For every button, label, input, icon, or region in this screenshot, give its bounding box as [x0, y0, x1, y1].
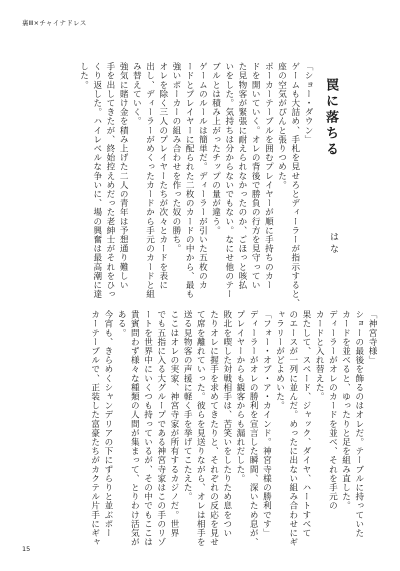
text-line: 果たして、スペード、ジャック、ダイヤ、ハートすべて — [300, 310, 311, 538]
text-line: ディーラーがオレのカードを並べ、それを手元の — [327, 310, 338, 511]
text-line: ショーの最後を飾るのはオレだ。テーブルに持っていた — [353, 310, 364, 538]
text-line: ドを開いていく。オレの背後で勝負の行方を見守ってい — [250, 62, 261, 290]
text-line: 手を出してきたが、終始控えめだった老紳士がそれをひっ — [104, 62, 115, 299]
text-line: 出し、ディーラーがめくったカードから手元のカードと組 — [144, 62, 155, 299]
text-line: た見物客が緊張に耐えられなかったのか、ごほっと咳払 — [236, 62, 247, 290]
text-line: み替えていく。 — [131, 62, 142, 126]
text-line: ャラリーがどよめいた。 — [274, 310, 285, 411]
text-line: 「神宮寺様」 — [367, 310, 377, 365]
text-line: 敗北を喫した対戦相手は、苦笑いをしたりため息をつい — [221, 310, 232, 538]
author-name: はな — [328, 232, 338, 256]
text-line: 強気に賭け金を積み上げた二人の青年は予想通り難しい — [118, 62, 129, 290]
text-line: ードとプレイヤーに配られた二枚のカードの中から、最も — [184, 62, 195, 299]
text-line: ここはオレの実家、神宮寺家が所有するカジノだ。世界 — [168, 310, 179, 538]
text-line: ゲームも大詰め、手札を見せろとディーラーが指示すると、 — [289, 62, 300, 308]
story-title: 罠に落ちる — [323, 78, 338, 158]
page-number: 15 — [22, 545, 31, 553]
body-text-lower — [48, 310, 378, 547]
text-line: ブルとは積み上がったチップの量が違う。 — [210, 62, 221, 235]
text-line: カードを並べると、ゆったりと足を組み直した。 — [340, 310, 351, 511]
text-line: オレを除く三人のプレイヤーたちが次々とカードを表に — [157, 62, 168, 290]
text-line: のエースが一列に並んだ。めったに出ない組み合わせにギ — [287, 310, 298, 547]
text-line: ポーカーテーブルを囲むプレイヤーが順に手持ちのカー — [263, 62, 274, 290]
text-line: たりオレに握手を求めてきたりと、それぞれの反応を見せ — [208, 310, 219, 547]
text-line: いをした。気持ちは分からないでもない。なにせ他のテー — [223, 62, 234, 299]
text-line: ゲームのルールは簡単だ。ディーラーが引いた五枚のカ — [197, 62, 208, 290]
text-line: した。 — [78, 62, 89, 90]
text-line: プレイヤーからも観客からも漏れだした。 — [234, 310, 245, 483]
running-head: 裏Ⅲ×チャイナドレス — [22, 19, 87, 27]
text-line: 貴賓問わず様々な種類の人間が集まって、とりわけ活気が — [129, 310, 140, 547]
text-line: 今宵も、きらめくシャンデリアの下にずらりと並ぶポー — [102, 310, 113, 538]
body-text-upper — [59, 62, 314, 308]
text-line: 送る見物客の声援に軽く手を挙げてこたえた。 — [182, 310, 193, 502]
text-line: ある。 — [116, 310, 127, 338]
text-line: でも五指に入る大グループである神宮寺家はこの手のリゾ — [155, 310, 166, 547]
text-line: くり返した。ハイレベルな争いに、場の興奮は最高潮に達 — [91, 62, 102, 299]
text-line: 座の空気がぴんと張りつめた。 — [276, 62, 287, 190]
text-line: て席を離れていった。彼らを見送りながら、オレは相手を — [195, 310, 206, 547]
text-line: カーテーブルで、正装した富豪たちがカクテル片手にギャ — [89, 310, 100, 547]
story-title-block — [321, 78, 340, 158]
text-line: 「ショー・ダウン」 — [303, 62, 313, 144]
text-line: 強いポーカーの組み合わせを作った奴の勝ち。 — [170, 62, 181, 254]
text-line: 「フォー・オブ・ア・カインド。神宮寺様の勝利です」 — [261, 310, 272, 538]
text-line: ディーラーがオレの勝利を宣言した瞬間、深いため息が、 — [248, 310, 259, 547]
text-line: ートを世界中にいくつも持っているが、その中でもここは — [142, 310, 153, 547]
text-line: カードと入れ替えた。 — [314, 310, 325, 401]
